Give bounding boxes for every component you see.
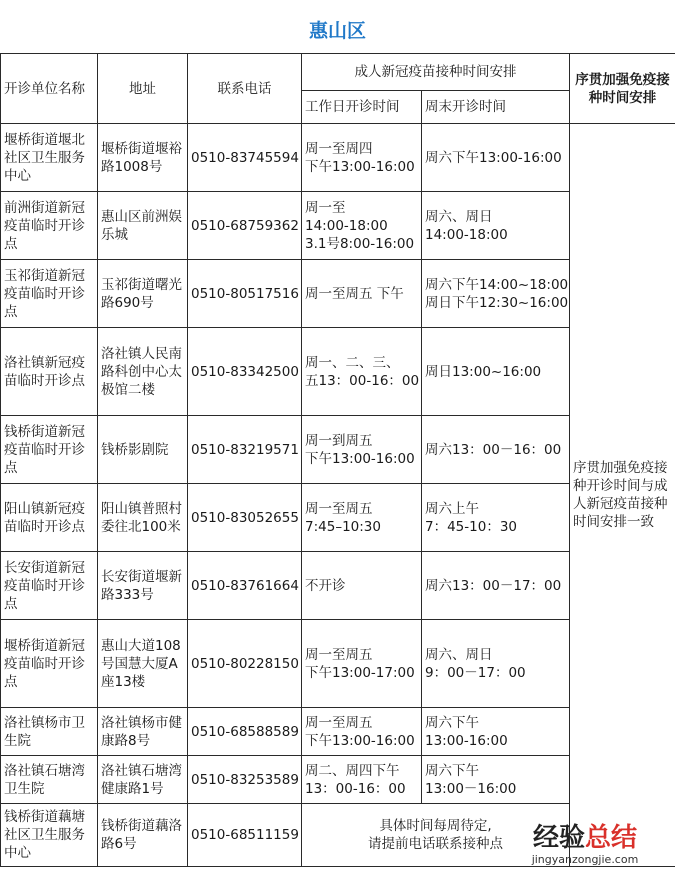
weekend-hours-cell bbox=[422, 708, 570, 756]
weekday-line: 下午13:00-16:00 bbox=[305, 158, 415, 175]
unit-name-cell: 洛社镇石塘湾卫生院 bbox=[1, 756, 98, 804]
phone-cell: 0510-83761664 bbox=[188, 552, 302, 620]
watermark-url: jingyanzongjie.com bbox=[531, 853, 639, 866]
address-cell: 阳山镇普照村委往北100米 bbox=[98, 484, 188, 552]
weekend-hours-cell bbox=[422, 552, 570, 620]
table-row bbox=[1, 124, 675, 192]
header-row-top bbox=[1, 54, 675, 91]
address-cell: 钱桥影剧院 bbox=[98, 416, 188, 484]
header-weekend: 周末开诊时间 bbox=[422, 91, 570, 124]
unit-name-cell: 堰桥街道堰北社区卫生服务中心 bbox=[1, 124, 98, 192]
weekday-line: 下午13:00-16:00 bbox=[305, 450, 415, 467]
weekday-line: 14:00-18:00 bbox=[305, 217, 388, 234]
watermark-logo-red: 总结 bbox=[585, 823, 638, 853]
weekend-hours-cell bbox=[422, 260, 570, 328]
weekend-line: 周六、周日 bbox=[425, 646, 493, 663]
weekend-hours-cell bbox=[422, 484, 570, 552]
watermark-logo bbox=[505, 823, 665, 853]
weekend-line: 周六上午 bbox=[425, 500, 479, 517]
weekday-line: 周一至周五 下午 bbox=[305, 285, 404, 302]
weekday-line: 3.1号8:00-16:00 bbox=[305, 235, 415, 252]
weekday-hours-cell bbox=[302, 124, 422, 192]
weekday-line: 13：00-16：00 bbox=[305, 780, 406, 797]
booster-note-cell: 序贯加强免疫接种开诊时间与成人新冠疫苗接种时间安排一致 bbox=[570, 124, 675, 867]
weekend-line: 14:00-18:00 bbox=[425, 226, 508, 243]
weekend-hours-cell bbox=[422, 124, 570, 192]
weekend-line: 周六下午13:00-16:00 bbox=[425, 149, 562, 166]
phone-cell: 0510-83745594 bbox=[188, 124, 302, 192]
header-weekday: 工作日开诊时间 bbox=[302, 91, 422, 124]
page-title: 惠山区 bbox=[308, 20, 366, 42]
unit-name-cell: 长安街道新冠疫苗临时开诊点 bbox=[1, 552, 98, 620]
weekend-line: 周六、周日 bbox=[425, 208, 493, 225]
weekend-line: 周六下午 bbox=[425, 714, 479, 731]
weekend-line: 周六13：00－16：00 bbox=[425, 441, 562, 458]
weekday-line: 周一、二、三、 bbox=[305, 354, 400, 371]
address-cell: 惠山大道108号国慧大厦A座13楼 bbox=[98, 620, 188, 708]
header-booster: 序贯加强免疫接种时间安排 bbox=[570, 54, 675, 124]
weekday-hours-cell bbox=[302, 192, 422, 260]
header-adult-schedule: 成人新冠疫苗接种时间安排 bbox=[302, 54, 570, 91]
weekend-hours-cell bbox=[422, 416, 570, 484]
vaccination-schedule-table bbox=[0, 53, 675, 867]
weekend-line: 7：45-10：30 bbox=[425, 518, 517, 535]
address-cell: 洛社镇杨市健康路8号 bbox=[98, 708, 188, 756]
phone-cell: 0510-68759362 bbox=[188, 192, 302, 260]
weekday-hours-cell bbox=[302, 552, 422, 620]
unit-name-cell: 阳山镇新冠疫苗临时开诊点 bbox=[1, 484, 98, 552]
weekday-line: 不开诊 bbox=[305, 577, 346, 594]
unit-name-cell: 洛社镇新冠疫苗临时开诊点 bbox=[1, 328, 98, 416]
unit-name-cell: 洛社镇杨市卫生院 bbox=[1, 708, 98, 756]
phone-cell: 0510-83342500 bbox=[188, 328, 302, 416]
weekday-line: 周一至周五 bbox=[305, 500, 373, 517]
header-unit: 开诊单位名称 bbox=[1, 54, 98, 124]
watermark bbox=[505, 823, 665, 866]
note-line: 请提前电话联系接种点 bbox=[368, 836, 503, 852]
address-cell: 堰桥街道堰裕路1008号 bbox=[98, 124, 188, 192]
unit-name-cell: 前洲街道新冠疫苗临时开诊点 bbox=[1, 192, 98, 260]
address-cell: 玉祁街道曙光路690号 bbox=[98, 260, 188, 328]
weekday-hours-cell bbox=[302, 708, 422, 756]
address-cell: 惠山区前洲娱乐城 bbox=[98, 192, 188, 260]
weekday-line: 周一至 bbox=[305, 199, 346, 216]
weekday-hours-cell bbox=[302, 620, 422, 708]
weekday-hours-cell bbox=[302, 328, 422, 416]
weekend-line: 周六下午14:00~18:00 bbox=[425, 276, 569, 293]
weekend-line: 9：00－17：00 bbox=[425, 664, 526, 681]
phone-cell: 0510-68511159 bbox=[188, 804, 302, 867]
address-cell: 洛社镇石塘湾健康路1号 bbox=[98, 756, 188, 804]
phone-cell: 0510-68588589 bbox=[188, 708, 302, 756]
unit-name-cell: 堰桥街道新冠疫苗临时开诊点 bbox=[1, 620, 98, 708]
weekday-line: 周一到周五 bbox=[305, 432, 373, 449]
address-cell: 钱桥街道藕洛路6号 bbox=[98, 804, 188, 867]
weekday-line: 五13：00-16：00 bbox=[305, 372, 420, 389]
weekday-hours-cell bbox=[302, 484, 422, 552]
weekday-hours-cell bbox=[302, 416, 422, 484]
weekend-line: 周六13：00－17：00 bbox=[425, 577, 562, 594]
weekend-line: 周六下午 bbox=[425, 762, 479, 779]
address-cell: 洛社镇人民南路科创中心太极馆二楼 bbox=[98, 328, 188, 416]
weekday-hours-cell bbox=[302, 756, 422, 804]
weekday-line: 周一至周四 bbox=[305, 140, 373, 157]
address-cell: 长安街道堰新路333号 bbox=[98, 552, 188, 620]
weekend-hours-cell bbox=[422, 756, 570, 804]
unit-name-cell: 钱桥街道新冠疫苗临时开诊点 bbox=[1, 416, 98, 484]
weekend-line: 13:00-16:00 bbox=[425, 732, 508, 749]
phone-cell: 0510-83253589 bbox=[188, 756, 302, 804]
header-phone: 联系电话 bbox=[188, 54, 302, 124]
weekend-hours-cell bbox=[422, 328, 570, 416]
weekday-line: 下午13:00-17:00 bbox=[305, 664, 415, 681]
watermark-logo-dark: 经验 bbox=[532, 823, 585, 853]
weekday-line: 周一至周五 bbox=[305, 714, 373, 731]
unit-name-cell: 钱桥街道藕塘社区卫生服务中心 bbox=[1, 804, 98, 867]
header-address: 地址 bbox=[98, 54, 188, 124]
weekend-line: 周日13:00~16:00 bbox=[425, 363, 542, 380]
unit-name-cell: 玉祁街道新冠疫苗临时开诊点 bbox=[1, 260, 98, 328]
phone-cell: 0510-83052655 bbox=[188, 484, 302, 552]
phone-cell: 0510-83219571 bbox=[188, 416, 302, 484]
weekday-line: 周一至周五 bbox=[305, 646, 373, 663]
weekday-line: 下午13:00-16:00 bbox=[305, 732, 415, 749]
phone-cell: 0510-80517516 bbox=[188, 260, 302, 328]
weekend-line: 周日下午12:30~16:00 bbox=[425, 294, 569, 311]
weekday-line: 7:45–10:30 bbox=[305, 518, 381, 535]
weekday-hours-cell bbox=[302, 260, 422, 328]
phone-cell: 0510-80228150 bbox=[188, 620, 302, 708]
weekend-hours-cell bbox=[422, 192, 570, 260]
note-line: 具体时间每周待定, bbox=[379, 818, 492, 834]
weekday-line: 周二、周四下午 bbox=[305, 762, 400, 779]
weekend-line: 13:00－16:00 bbox=[425, 780, 517, 797]
weekend-hours-cell bbox=[422, 620, 570, 708]
